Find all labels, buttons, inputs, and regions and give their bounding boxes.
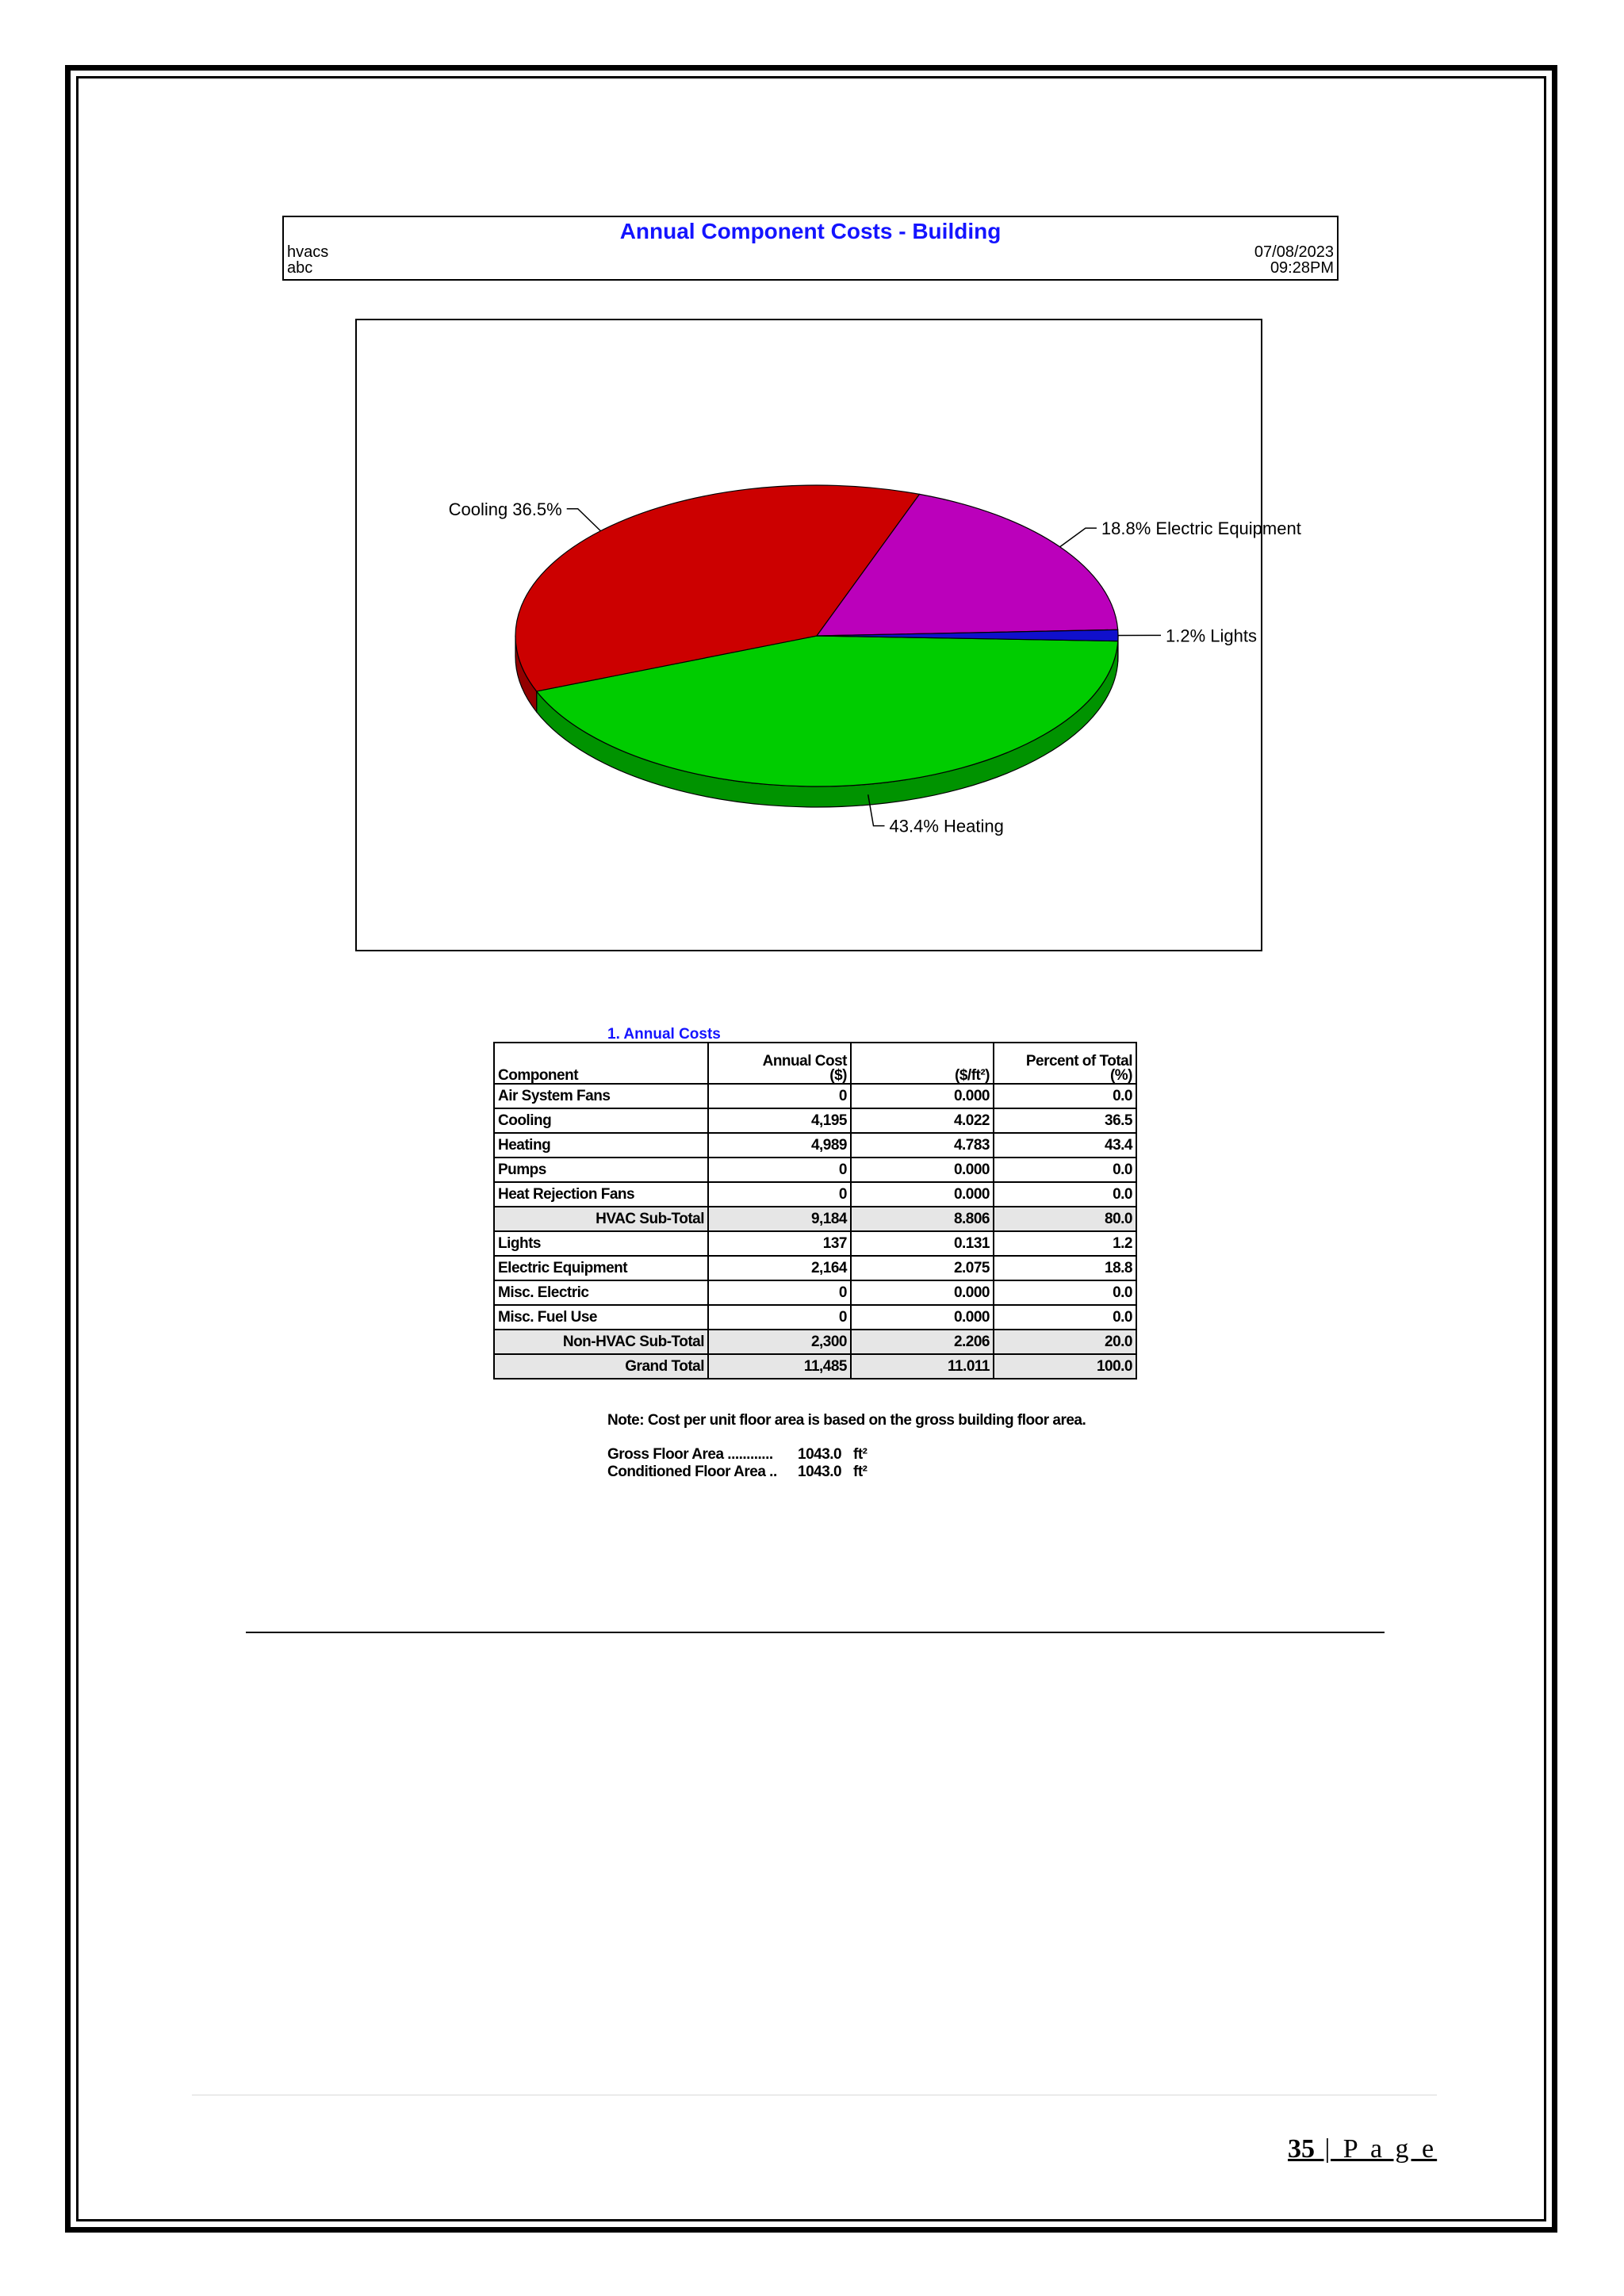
cell-annual-cost: 11,485 [708, 1354, 851, 1379]
cell-cost-per-area: 4.783 [851, 1133, 994, 1158]
pie-chart-box [355, 319, 1301, 951]
cell-cost-per-area: 2.075 [851, 1256, 994, 1280]
pie-label: 1.2% Lights [1165, 626, 1257, 646]
page-number-value: 35 [1288, 2134, 1315, 2164]
cell-percent: 0.0 [994, 1280, 1136, 1305]
table-header-row [494, 1043, 1136, 1084]
conditioned-floor-area-unit: ft² [853, 1464, 868, 1480]
cell-component: Grand Total [494, 1354, 708, 1379]
pie-label: 43.4% Heating [889, 816, 1004, 836]
table-subtotal-row [494, 1207, 1136, 1231]
pie-label: Cooling 36.5% [448, 499, 562, 519]
cell-component: Electric Equipment [494, 1256, 708, 1280]
cell-annual-cost: 0 [708, 1305, 851, 1330]
cell-percent: 100.0 [994, 1354, 1136, 1379]
table-row [494, 1256, 1136, 1280]
cell-cost-per-area: 0.000 [851, 1305, 994, 1330]
cell-annual-cost: 4,989 [708, 1133, 851, 1158]
cell-component: Misc. Fuel Use [494, 1305, 708, 1330]
cell-cost-per-area: 2.206 [851, 1330, 994, 1354]
cell-annual-cost: 0 [708, 1182, 851, 1207]
cell-cost-per-area: 4.022 [851, 1108, 994, 1133]
pie-label: 18.8% Electric Equipment [1101, 519, 1301, 539]
cell-percent: 18.8 [994, 1256, 1136, 1280]
cell-annual-cost: 2,164 [708, 1256, 851, 1280]
table-caption: 1. Annual Costs [607, 1026, 721, 1043]
cell-annual-cost: 9,184 [708, 1207, 851, 1231]
report-header [282, 216, 1339, 281]
pie-leader-line [1060, 528, 1097, 547]
table-note: Note: Cost per unit floor area is based on the gross building floor area. [607, 1412, 1086, 1429]
pie-chart [357, 320, 1301, 950]
header-percent-unit: (%) [1109, 1067, 1132, 1084]
header-per-area: ($/ft²) [851, 1043, 994, 1084]
report-timestamp [1254, 244, 1334, 276]
cell-percent: 1.2 [994, 1231, 1136, 1256]
cell-component: Pumps [494, 1158, 708, 1182]
page-number [1288, 2134, 1437, 2164]
cell-annual-cost: 4,195 [708, 1108, 851, 1133]
cell-percent: 0.0 [994, 1158, 1136, 1182]
cell-cost-per-area: 0.000 [851, 1182, 994, 1207]
header-annual-cost [708, 1043, 851, 1084]
report-project-info [287, 244, 328, 276]
cell-percent: 36.5 [994, 1108, 1136, 1133]
cell-percent: 0.0 [994, 1182, 1136, 1207]
cell-cost-per-area: 0.131 [851, 1231, 994, 1256]
cell-percent: 43.4 [994, 1133, 1136, 1158]
conditioned-floor-area-value: 1043.0 [798, 1464, 842, 1480]
cell-component: Non-HVAC Sub-Total [494, 1330, 708, 1354]
cell-percent: 0.0 [994, 1305, 1136, 1330]
annual-costs-table [493, 1042, 1137, 1380]
table-subtotal-row [494, 1354, 1136, 1379]
header-percent-label: Percent of Total [1025, 1053, 1132, 1070]
page-number-word: | P a g e [1315, 2134, 1438, 2164]
gross-floor-area-label: Gross Floor Area ............ [607, 1446, 773, 1463]
cell-cost-per-area: 0.000 [851, 1158, 994, 1182]
cell-percent: 80.0 [994, 1207, 1136, 1231]
header-percent [994, 1043, 1136, 1084]
cell-cost-per-area: 0.000 [851, 1280, 994, 1305]
table-row [494, 1133, 1136, 1158]
header-component: Component [494, 1043, 708, 1084]
cell-component: Heating [494, 1133, 708, 1158]
cell-percent: 20.0 [994, 1330, 1136, 1354]
report-time: 09:28PM [1270, 259, 1334, 277]
divider-line [246, 1632, 1385, 1633]
table-subtotal-row [494, 1330, 1136, 1354]
report-date: 07/08/2023 [1254, 243, 1334, 261]
cell-component: Lights [494, 1231, 708, 1256]
table-row [494, 1182, 1136, 1207]
cell-cost-per-area: 11.011 [851, 1354, 994, 1379]
report-project: hvacs [287, 243, 329, 261]
cell-component: Misc. Electric [494, 1280, 708, 1305]
floor-areas [607, 1446, 867, 1481]
table-row [494, 1108, 1136, 1133]
cell-component: Heat Rejection Fans [494, 1182, 708, 1207]
gross-floor-area-value: 1043.0 [798, 1446, 842, 1463]
cell-annual-cost: 0 [708, 1280, 851, 1305]
table-row [494, 1305, 1136, 1330]
report-subproject: abc [287, 259, 313, 277]
cell-annual-cost: 2,300 [708, 1330, 851, 1354]
conditioned-floor-area-row [607, 1464, 867, 1481]
gross-floor-area-unit: ft² [853, 1446, 868, 1463]
cell-cost-per-area: 0.000 [851, 1084, 994, 1108]
table-row [494, 1231, 1136, 1256]
cell-annual-cost: 0 [708, 1158, 851, 1182]
gross-floor-area-row [607, 1446, 867, 1464]
table-row [494, 1084, 1136, 1108]
report-title: Annual Component Costs - Building [619, 219, 1002, 243]
header-annual-cost-unit: ($) [829, 1067, 847, 1084]
pie-leader-line [567, 509, 601, 531]
cell-percent: 0.0 [994, 1084, 1136, 1108]
cell-annual-cost: 0 [708, 1084, 851, 1108]
table-row [494, 1280, 1136, 1305]
conditioned-floor-area-label: Conditioned Floor Area .. [607, 1464, 777, 1480]
table-row [494, 1158, 1136, 1182]
cell-annual-cost: 137 [708, 1231, 851, 1256]
cell-component: HVAC Sub-Total [494, 1207, 708, 1231]
header-annual-cost-label: Annual Cost [762, 1053, 847, 1070]
cell-component: Cooling [494, 1108, 708, 1133]
cell-cost-per-area: 8.806 [851, 1207, 994, 1231]
cell-component: Air System Fans [494, 1084, 708, 1108]
